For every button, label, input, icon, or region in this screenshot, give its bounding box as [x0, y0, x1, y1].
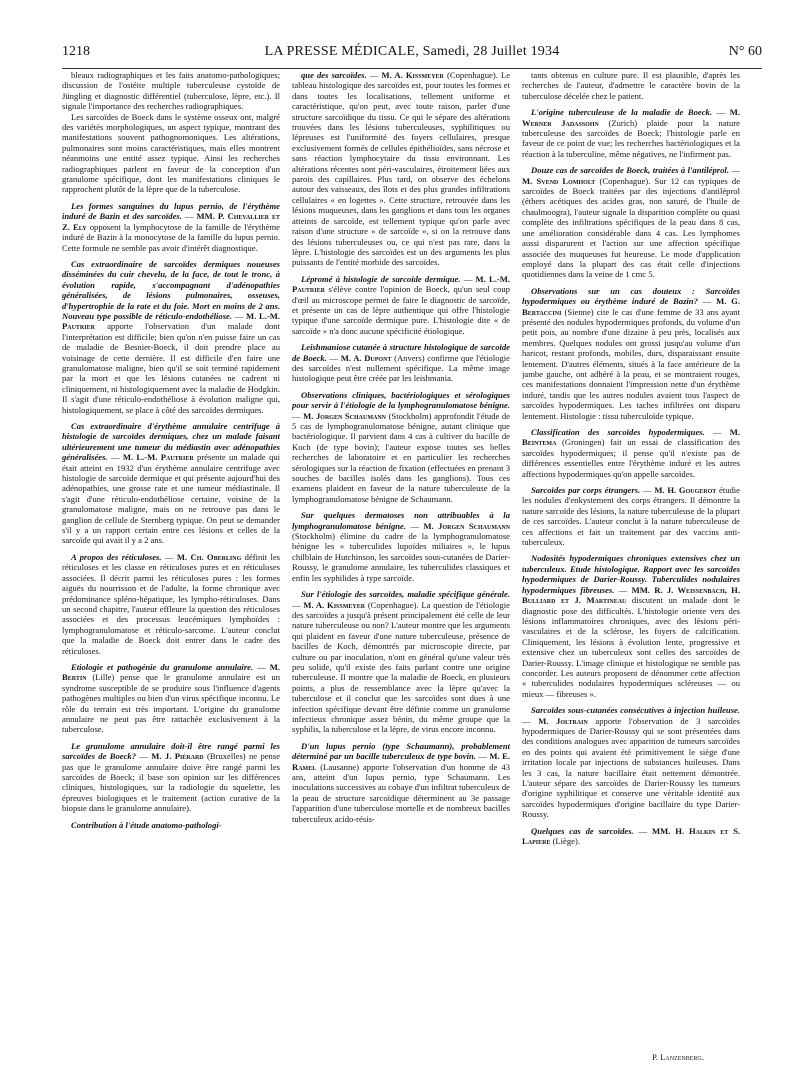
page-number: 1218 [62, 44, 90, 59]
abstract-title: Leishmaniose cutanée à structure histologique de sarcoïde de Boeck. [292, 342, 510, 363]
abstract-title: Observations sur un cas douteux : Sarcoïdes hypodermiques ou érythème induré de Bazin? [522, 285, 740, 307]
abstract-authors: M. E. Ramel [292, 751, 510, 772]
abstract-authors: MM. P. Chevallier et Z. Ely [62, 211, 280, 232]
abstract-title: Le granulome annulaire doit-il être rangé parmi les sarcoïdes de Boeck? [62, 740, 280, 762]
abstract-authors: M. A. Kissmeyer [303, 599, 366, 610]
abstract-text: étudie les nodules d'enkystement des corps étrangers. Il démontre la nature sarcoïde des lésions, la nature tuberculeuse de la plupart de ces sarcoïdes. L'auteur conclut à la nature tuberculeuse de ces affections et fait un traitement par des vaccins anti-tuberculeux. [522, 485, 740, 548]
abstract-text: (Lille) pense que le granulome annulaire est un syndrome susceptible de se produire sous l'influence d'agents pathogènes multiples ou bien d'un virus spécifique inconnu. Le rôle du terrain est très important. L'origine du granulome annulaire ne peut pas être rattachée exclusivement à la tuberculose. [62, 672, 280, 735]
page-header [62, 44, 762, 64]
abstract-authors: M. Ch. Oberling [176, 551, 242, 562]
abstract-10: Observations cliniques, bactériologiques et sérologiques pour servir à l'étiologie de la lymphogranulomatose bénigne. — M. Jorgen Schaumann (Stockholm) approfondit l'étude de 5 cas de lymphogranulomatose bénigne, autant clinique que bactériologique. Il parvient dans 4 cas à cultiver du bacille de Koch (de type bovin); l'auteur expose toutes ses belles recherches de laboratoire et en particulier les recherches sérologiques sur la réaction de fixation (effectuées en prenant 3 souches de bacilles isolés dans les ganglions). Tous ces examens plaident en faveur de la nature tuberculeuse de la lymphogranulomatose bénigne de Schaumann. [292, 389, 510, 504]
abstract-title: Douze cas de sarcoïdes de Boeck, traitées à l'antiléprol. [531, 165, 729, 176]
abstract-title: L'origine tuberculeuse de la maladie de Boeck. [531, 107, 712, 118]
abstract-text: (Bruxelles) ne pense pas que le granulome annulaire doive être rangé parmi les sarcoïdes de Boeck; il base son opinion sur les différences cliniques, histologiques, sur la radiologie du squelette, les épreuves biologiques et le traitement (action curative de la biopsie dans le granulome annulaire). [62, 751, 280, 814]
abstract-title: Lépromé à histologie de sarcoïde dermique. [301, 273, 461, 284]
abstract-text: présente un malade qui était atteint en 1932 d'un érythème annulaire centrifuge avec histologie de sarcoïde dermique et qui présente aujourd'hui des adénopathies, une grosse rate et une tumeur médiastinale. Il s'agit d'une réticulo-endothéliose certaine, voisine de la granulomatose maligne, mais on ne retrouve pas dans le ganglion de cellule de Sternberg typique. On peut se demander s'il y a un rapport certain entre ces lésions et celles de la sarcoïde qui avait il y a 2 ans. [62, 452, 280, 546]
abstract-7 [62, 820, 280, 830]
abstract-text: opposent la lymphocytose de la famille de l'érythème induré de Bazin à la monocytose de la famille du lupus pernio. Cette formule ne semble pas avoir d'intérêt diagnostique. [62, 221, 280, 253]
abstract-title: Sur l'étiologie des sarcoïdes, maladie spécifique générale. [301, 589, 510, 600]
abstract-authors: MM. H. Halkin et S. Lapiere [522, 825, 740, 847]
header-rule [62, 68, 762, 69]
abstract-12: Sur l'étiologie des sarcoïdes, maladie spécifique générale. — M. A. Kissmeyer (Copenhague). La question de l'étiologie des sarcoïdes a jusqu'à présent principalement été celle de leur nature tuberculeuse ou non? L'auteur montre que les arguments qui plaident en faveur d'une nature tuberculeuse, présence de bacilles de Koch, démontrés par microscopie directe, par culture ou par inoculation, n'ont en général qu'une valeur très peu solide, qu'il existe des faits parlant contre une origine tuberculeuse. Il montre que la maladie de Boeck, en plusieurs points, a plus de ressemblance avec la lèpre qu'avec la tuberculose et il conclut que les sarcoïdes sont dues à une infection spécifique devant être définie comme un granulome infectieux chronique assez bénin, du même groupe que la syphilis, la tuberculose et la lèpre, de virus encore inconnu. [292, 589, 510, 735]
abstract-title: Classification des sarcoïdes hypodermiques. [531, 427, 705, 437]
abstract-authors: M. G. Bertaccini [522, 296, 740, 317]
abstract-text: (Anvers) confirme que l'étiologie des sarcoïdes n'est nullement spécifique. La même image histologique peut être créée par les leishmania. [292, 352, 510, 384]
abstract-authors: M. L.-M. Pautrier [292, 273, 510, 295]
abstract-14: L'origine tuberculeuse de la maladie de Boeck. — M. Werner Jadassohn (Zurich) plaide pour la nature tuberculeuse des sarcoïdes de Boeck; l'histologie parle en faveur de ce point de vue; les recherches bactériologiques et la réaction à la tuberculine, même négatives, ne l'infirment pas. [522, 107, 740, 159]
abstract-title: Quelques cas de sarcoïdes. [531, 825, 634, 836]
abstract-text: (Liège). [552, 836, 580, 847]
abstract-text: apporte l'observation d'un malade dont l'interprétation est difficile; bien qu'on n'en puisse faire un cas de maladie de Besnier-Boeck, il doit prendre place au voisinage de cette dernière. Il est difficile d'en faire une granulomatose maligne, bien qu'il se soit terminé rapidement par la mort et que les lésions cutanées ne cadrent ni cliniquement, ni histologiquement avec la maladie de Hodgkin. Il s'agit d'une réticulo-endothéliose à évolution maligne qui, histologiquement, se place à côté des sarcoïdes dermiques. [62, 321, 280, 415]
abstract-authors: M. L.-M. Pautrier [122, 452, 194, 463]
abstract-text: (Groningen) fait un essai de classification des sarcoïdes hypodermiques; il pense qu'il n'existe pas de différences essentielles entre l'érythème induré et les autres affections hypodermiques qu'on appelle sarcoïdes. [522, 437, 740, 479]
paragraph: Les sarcoïdes de Boeck dans le système osseux ont, malgré des variétés morphologiques, un aspect typique, montrant des manifestations souvent pathognomoniques. Les altérations, pulmonaires sont moins caractéristiques, mais elles montrent néanmoins une entité assez typique. Ainsi les recherches radiographiques parlent en faveur de la conception d'un granulome spécifique, dont les manifestations cliniques le rapprochent plutôt de la lèpre que de la tuberculose. [62, 111, 280, 195]
abstract-title: Sarcoïdes sous-cutanées consécutives à injection huileuse. [531, 705, 740, 716]
abstract-text: apporte l'observation de 3 sarcoïdes hypodermiques de Darier-Roussy qui se sont présentées dans des conditions analogues avec apparition de tumeurs sarcoïdes en des points qui avaient été primitivement le siège d'une irritation locale par injections de substances huileuses. Dans les 3 cas, la nature bacillaire était nettement démontrée. L'auteur sépare des sarcoïdes de Darier-Roussy les tumeurs d'origine syphilitique et conserve une véritable identité aux sarcoïdes hypodermiques d'origine bacillaire du type Darier-Roussy. [522, 715, 740, 820]
abstract-authors: MM. R. J. Weissenbach, H. Bulliard et J. Martineau [522, 584, 740, 606]
abstract-8: Lépromé à histologie de sarcoïde dermique. — M. L.-M. Pautrier s'élève contre l'opinion de Boeck, qu'un seul coup d'œil au microscope permet de faire le diagnostic de sarcoïde, et présente un cas de lèpre authentique qui offre l'histologie typique d'une sarcoïde dermique pure. L'histologie dite « de sarcoïde » n'a donc aucune spécificité étiologique. [292, 273, 510, 336]
abstract-6: Le granulome annulaire doit-il être rangé parmi les sarcoïdes de Boeck? — M. J. Piérard (Bruxelles) ne pense pas que le granulome annulaire doive être rangé parmi les sarcoïdes de Boeck; il base son opinion sur les différences cliniques, histologiques, sur la radiologie du squelette, les épreuves biologiques et le traitement (action curative de la biopsie dans le granulome annulaire). [62, 740, 280, 814]
abstract-text: (Lausanne) apporte l'observation d'un homme de 43 ans, atteint d'un lupus pernio, type Schaumann. Les inoculations successives au cobaye d'un infiltrat tuberculeux de la peau de structure sarcoïdique déterminent au 3e passage l'apparition d'une tuberculose mortelle et de nombreux bacilles tuberculeux acido-résis- [292, 761, 510, 824]
abstract-title: Observations cliniques, bactériologiques et sérologiques pour servir à l'étiologie de la lymphogranulomatose bénigne. [292, 389, 510, 411]
abstract-continued: que des sarcoïdes. — M. A. Kissmeyer (Copenhague). Le tableau histologique des sarcoïdes est, pour toutes les formes et dans toutes les localisations, tellement uniforme et caractéristique, qu'on peut, avec toute raison, parler d'une structure sarcoïdique du tissu. Ce qui le sépare des altérations trouvées dans les lésions tuberculeuses, syphilitiques ou lépreuses est l'uniformité des foyers cellulaires, presque exclusivement formés de cellules épithélioïdes, sans nécrose et sans réaction lymphocytaire du tissu environnant. Les altérations récentes sont péri-vasculaires, étroitement liées aux parois des capillaires. Plus tard, on observe des échelons autour des vaisseaux, des îlots et des plus grandes infiltrations cellulaires « en logettes ». Cette structure, retrouvée dans les lésions muqueuses, dans les ganglions et dans tous les organes atteints de sarcoïde, est tellement typique qu'on parle avec raison d'une structure « de sarcoïde », si on la retrouve dans des lésions tuberculeuses ou, ce qui n'est pas rare, dans la lèpre. L'histologie des sarcoïdes est un des arguments les plus puissants de l'entité morbide des sarcoïdes. [292, 70, 510, 268]
abstract-17: Classification des sarcoïdes hypodermiques. — M. Beintema (Groningen) fait un essai de classification des sarcoïdes hypodermiques; il pense qu'il n'existe pas de différences essentielles entre l'érythème induré et les autres affections hypodermiques qu'on appelle sarcoïdes. [522, 427, 740, 479]
abstract-20: Sarcoïdes sous-cutanées consécutives à injection huileuse. — M. Joltrain apporte l'observation de 3 sarcoïdes hypodermiques de Darier-Roussy qui se sont présentées dans des conditions analogues avec apparition de tumeurs sarcoïdes en des points qui avaient été primitivement le siège d'une irritation locale par injections de substances huileuses. Dans les 3 cas, la nature bacillaire était nettement démontrée. L'auteur sépare des sarcoïdes de Darier-Roussy les tumeurs d'origine syphilitique et conserve une véritable identité aux sarcoïdes hypodermiques d'origine bacillaire du type Darier-Roussy. [522, 705, 740, 820]
abstract-authors: M. A. Kissmeyer [381, 70, 444, 80]
column-2 [292, 70, 510, 1065]
abstract-title: Cas extraordinaire d'érythème annulaire centrifuge à histologie de sarcoïdes dermiques, chez un malade faisant ultérieurement une tumeur du médiastin avec adénopathies généralisées. [62, 421, 280, 463]
abstract-text: discutent un malade dont le diagnostic pose des difficultés. L'histologie oriente vers des lésions inflammatoires chroniques, avec des lésions péri-vasculaires et de la sclérose, les foyers de calcification. Cliniquement, les lésions à évolution lente, progressive et extensive chez un tuberculeux sont celles des sarcoïdes de Darier-Roussy. L'image clinique et histologique ne semble pas concorder. Les auteurs proposent de dénommer cette affection « tuberculides nodulaires hypodermiques scléreuses — ou mieux — fibreuses ». [522, 595, 740, 699]
abstract-text: (Sienne) cite le cas d'une femme de 33 ans ayant présenté des nodules hypodermiques profonds, du volume d'un petit pois, au nombre d'une dizaine à peu près, localisés aux membres. Quelques nodules ont grossi jusqu'au volume d'un haricot, restant profonds, mobiles, durs, disparaissant ensuite lentement. D'autres éléments, situés à la face antérieure de la jambe gauche, ont adhéré à la peau, et se montraient rouges, ces manifestations donnaient l'impression nette d'un érythème induré, tandis que les autres nodules avaient tous l'aspect de sarcoïdes hypodermiques. Les taches infiltrées ont disparu lentement. Histologie : tissu tuberculoïde typique. [522, 306, 740, 421]
abstract-authors: M. Svend Lomholt [522, 175, 596, 186]
abstract-text: s'élève contre l'opinion de Boeck, qu'un seul coup d'œil au microscope permet de faire le diagnostic de sarcoïde, et présente un cas de lèpre authentique qui offre l'histologie typique d'une sarcoïde dermique pure. L'histologie dite « de sarcoïde » n'a donc aucune spécificité étiologique. [292, 284, 510, 336]
abstract-19: Nodosités hypodermiques chroniques extensives chez un tuberculeux. Etude histologique. Rapport avec les sarcoïdes hypodermiques de Darier-Roussy. Tuberculides nodulaires hypodermiques fibreuses. — MM. R. J. Weissenbach, H. Bulliard et J. Martineau discutent un malade dont le diagnostic pose des difficultés. L'histologie oriente vers des lésions inflammatoires chroniques, avec des lésions péri-vasculaires et de la sclérose, les foyers de calcification. Cliniquement, les lésions à évolution lente, progressive et extensive chez un tuberculeux sont celles des sarcoïdes de Darier-Roussy. L'image clinique et histologique ne semble pas concorder. Les auteurs proposent de dénommer cette affection « tuberculides nodulaires hypodermiques scléreuses — ou mieux — fibreuses ». [522, 553, 740, 699]
abstract-authors: M. H. Gougerot [654, 485, 717, 496]
abstract-5: Etiologie et pathogénie du granulome annulaire. — M. Bertin (Lille) pense que le granulome annulaire est un syndrome susceptible de se produire sous l'influence d'agents pathogènes multiples ou bien d'un virus spécifique inconnu. Le rôle du terrain est très important. L'origine du granulome annulaire ne peut pas être rattachée exclusivement à la tuberculose. [62, 661, 280, 735]
abstract-21: Quelques cas de sarcoïdes. — MM. H. Halkin et S. Lapiere (Liège). [522, 825, 740, 847]
abstract-title: Cas extraordinaire de sarcoïdes dermiques noueuses disséminées du cuir chevelu, de la face, de tout le tronc, à évolution rapide, s'accompagnant d'adénopathies généralisées, de lésions pulmonaires, osseuses, d'hypertrophie de la rate et du foie. Mort en moins de 2 ans. Nouveau type possible de réticulo-endothéliose. [62, 258, 280, 321]
abstract-text: (Copenhague). Le tableau histologique des sarcoïdes est, pour toutes les formes et dans toutes les localisations, tellement uniforme et caractéristique, qu'on peut, avec toute raison, parler d'une structure sarcoïdique du tissu. Ce qui le sépare des altérations trouvées dans les lésions tuberculeuses, syphilitiques ou lépreuses est l'uniformité des foyers cellulaires, presque exclusivement formés de cellules épithélioïdes, sans nécrose et sans réaction lymphocytaire du tissu environnant. Les altérations récentes sont péri-vasculaires, étroitement liées aux parois des capillaires. Plus tard, on observe des échelons autour des vaisseaux, des îlots et des plus grandes infiltrations cellulaires « en logettes ». Cette structure, retrouvée dans les lésions muqueuses, dans les ganglions et dans tous les organes atteints de sarcoïde, est tellement typique qu'on parle avec raison d'une structure « de sarcoïde », si on la retrouve dans des lésions tuberculeuses ou, ce qui n'est pas rare, dans la lèpre. L'histologie des sarcoïdes est un des arguments les plus puissants de l'entité morbide des sarcoïdes. [292, 70, 510, 268]
column-1 [62, 70, 280, 1065]
abstract-authors: M. Bertin [62, 661, 280, 683]
abstract-authors: M. L.-M. Pautrier [62, 310, 280, 332]
abstract-title: que des sarcoïdes. [301, 70, 367, 80]
abstract-3: Cas extraordinaire d'érythème annulaire centrifuge à histologie de sarcoïdes dermiques, chez un malade faisant ultérieurement une tumeur du médiastin avec adénopathies généralisées. — M. L.-M. Pautrier présente un malade qui était atteint en 1932 d'un érythème annulaire centrifuge avec histologie de sarcoïde dermique et qui présente aujourd'hui des adénopathies, une grosse rate et une tumeur médiastinale. Il s'agit d'une réticulo-endothéliose certaine, voisine de la granulomatose maligne, mais on ne retrouve pas dans le ganglion de cellule de Sternberg typique. On peut se demander s'il y a un rapport certain entre ces lésions et celles de la sarcoïde qui avait il y a 2 ans. [62, 421, 280, 546]
abstract-title: Etiologie et pathogénie du granulome annulaire. [71, 661, 254, 672]
abstract-title: Sur quelques dermatoses non attribuables à la lymphogranulomatose bénigne. [292, 510, 510, 531]
abstract-title: Les formes sanguines du lupus pernio, de l'érythème induré de Bazin et des sarcoïdes. [62, 200, 280, 222]
abstract-title: Nodosités hypodermiques chroniques extensives chez un tuberculeux. Etude histologique. Rapport avec les sarcoïdes hypodermiques de Darier-Roussy. Tuberculides nodulaires hypodermiques fibreuses. [522, 553, 740, 595]
abstract-authors: M. Beintema [522, 427, 740, 448]
abstract-text: (Stockholm) approfondit l'étude de 5 cas de lymphogranulomatose bénigne, autant clinique que bactériologique. Il parvient dans 4 cas à cultiver du bacille de Koch (de type bovin); l'auteur expose toutes ses belles recherches de laboratoire et en particulier les recherches sérologiques sur la réaction de fixation (effectuées en prenant 3 souches de bacilles isolés dans les ganglions). Tous ces examens plaident en faveur de la nature tuberculeuse de la lymphogranulomatose bénigne de Schaumann. [292, 410, 510, 504]
column-3 [522, 70, 740, 1065]
abstract-title: Sarcoïdes par corps étrangers. [531, 485, 641, 496]
issue-number: N° 60 [728, 44, 762, 59]
abstract-15: Douze cas de sarcoïdes de Boeck, traitées à l'antiléprol. — M. Svend Lomholt (Copenhague). Sur 12 cas typiques de sarcoïdes de Boeck traitées par des injections d'antiléprol (éthers acétiques des acides gras, non saturé, de l'huile de chaulmoogra), l'auteur signale la disparition complète ou quasi complète des infiltrations spécifiques de la peau dans 8 cas, une amélioration considérable dans 4 cas. Les lymphomes aussi disparurent et l'action sur une affection spécifique associée des muqueuses fut heureuse. Le mode d'application employé dans la plupart des cas était celle d'injections quotidiennes dans la veine de 1 cmc 5. [522, 165, 740, 280]
abstract-1: Les formes sanguines du lupus pernio, de l'érythème induré de Bazin et des sarcoïdes. — MM. P. Chevallier et Z. Ely opposent la lymphocytose de la famille de l'érythème induré de Bazin à la monocytose de la famille du lupus pernio. Cette formule ne semble pas avoir d'intérêt diagnostique. [62, 200, 280, 253]
abstract-2: Cas extraordinaire de sarcoïdes dermiques noueuses disséminées du cuir chevelu, de la face, de tout le tronc, à évolution rapide, s'accompagnant d'adénopathies généralisées, de lésions pulmonaires, osseuses, d'hypertrophie de la rate et du foie. Mort en moins de 2 ans. Nouveau type possible de réticulo-endothéliose. — M. L.-M. Pautrier apporte l'observation d'un malade dont l'interprétation est difficile; bien qu'on n'en puisse faire un cas de maladie de Besnier-Boeck, il doit prendre place au voisinage de cette dernière. Il est difficile d'en faire une granulomatose maligne, bien qu'il se soit terminé rapidement par la mort et que les lésions cutanées ne cadrent ni cliniquement, ni histologiquement avec la maladie de Hodgkin. Il s'agit d'une réticulo-endothéliose à évolution maligne qui, histologiquement, se place à côté des sarcoïdes dermiques. [62, 258, 280, 415]
abstract-13: D'un lupus pernio (type Schaumann), probablement déterminé par un bacille tuberculeux de type bovin. — M. E. Ramel (Lausanne) apporte l'observation d'un homme de 43 ans, atteint d'un lupus pernio, type Schaumann. Les inoculations successives au cobaye d'un infiltrat tuberculeux de la peau de structure sarcoïdique déterminent au 3e passage l'apparition d'une tuberculose mortelle et de nombreux bacilles tuberculeux acido-résis- [292, 740, 510, 824]
signature: P. Lanzenberg. [652, 1052, 704, 1062]
abstract-authors: M. Werner Jadassohn [522, 107, 740, 128]
paragraph: tants obtenus en culture pure. Il est plausible, d'après les recherches de l'auteur, d'admettre le caractère bovin de la tuberculose décelée chez le patient. [522, 70, 740, 101]
abstract-text: (Copenhague). Sur 12 cas typiques de sarcoïdes de Boeck traitées par des injections d'antiléprol (éthers acétiques des acides gras, non saturé, de l'huile de chaulmoogra), l'auteur signale la disparition complète ou quasi complète des infiltrations spécifiques de la peau dans 8 cas, une amélioration considérable dans 4 cas. Les lymphomes aussi disparurent et l'action sur une affection spécifique associée des muqueuses fut heureuse. Le mode d'application employé dans la plupart des cas était celle d'injections quotidiennes dans la veine de 1 cmc 5. [522, 175, 740, 280]
abstract-16: Observations sur un cas douteux : Sarcoïdes hypodermiques ou érythème induré de Bazin? — M. G. Bertaccini (Sienne) cite le cas d'une femme de 33 ans ayant présenté des nodules hypodermiques profonds, du volume d'un petit pois, au nombre d'une dizaine à peu près, localisés aux membres. Quelques nodules ont grossi jusqu'au volume d'un haricot, restant profonds, mobiles, durs, disparaissant ensuite lentement. D'autres éléments, situés à la face antérieure de la jambe gauche, ont adhéré à la peau, et se montraient rouges, ces manifestations donnaient l'impression nette d'un érythème induré, tandis que les autres nodules avaient tous l'aspect de sarcoïdes hypodermiques. Les taches infiltrées ont disparu lentement. Histologie : tissu tuberculoïde typique. [522, 285, 740, 421]
abstract-text: (Zurich) plaide pour la nature tuberculeuse des sarcoïdes de Boeck; l'histologie parle en faveur de ce point de vue; les recherches bactériologiques et la réaction à la tuberculine, même négatives, ne l'infirment pas. [522, 117, 740, 159]
abstract-11: Sur quelques dermatoses non attribuables à la lymphogranulomatose bénigne. — M. Jorgen Schaumann (Stockholm) élimine du cadre de la lymphogranulomatose bénigne les « tuberculides lupoïdes miliaires », le lupus chilblain de Hutchinson, les sarcoïdes sous-cutanées de Darier-Roussy, le granulome annulaire, les tuberculides classiques et enfin les syphilides à type sarcoïde. [292, 510, 510, 583]
paragraph: bleaux radiographiques et les faits anatomo-pathologiques; discussion de l'ostéite multiple tuberculeuse cystoïde de Jüngling et diagnostic différentiel (tuberculose, lèpre, etc.). Il signale l'importance des recherches radiographiques. [62, 70, 280, 112]
abstract-authors: M. A. Dupont [340, 352, 392, 363]
journal-title: LA PRESSE MÉDICALE, Samedi, 28 Juillet 1934 [264, 44, 560, 59]
abstract-4: A propos des réticuloses. — M. Ch. Oberling définit les réticuloses et les classe en réticuloses pures et en réticuloses associées. Il décrit parmi les réticuloses pures : les formes aiguës du nourrisson et de l'adulte, la forme chronique avec prédominance spléno-hépatique, les lympho-réticuloses. Dans un second chapitre, l'auteur effleure la question des réticuloses associées et des processus leucémiques lymphoïdes : lymphogranulomatose et réticulo-sarcome. L'auteur conclut que la maladie de Boeck doit entrer dans le cadre des réticuloses. [62, 551, 280, 656]
abstract-title: A propos des réticuloses. [71, 551, 162, 562]
abstract-text: (Copenhague). La question de l'étiologie des sarcoïdes a jusqu'à présent principalement été celle de leur nature tuberculeuse ou non? L'auteur montre que les arguments qui plaident en faveur d'une nature tuberculeuse, présence de bacilles de Koch, démontrés par microscopie directe, par culture ou par inoculation, n'ont en général qu'une valeur très peu solide, qu'il existe des faits parlant contre une origine tuberculeuse. Il montre que la maladie de Boeck, en plusieurs points, a plus de ressemblance avec la lèpre qu'avec la tuberculose et il conclut que les sarcoïdes sont dues à une infection spécifique devant être définie comme un granulome infectieux chronique assez bénin, du même groupe que la syphilis, la tuberculose et la lèpre, de virus encore inconnu. [292, 599, 510, 735]
abstract-title: Contribution à l'étude anatomo-pathologi- [71, 819, 222, 830]
abstract-authors: M. Jorgen Schaumann [303, 410, 386, 421]
abstract-authors: M. J. Piérard [151, 751, 204, 762]
abstract-text: définit les réticuloses et les classe en réticuloses pures et en réticuloses associées. Il décrit parmi les réticuloses pures : les formes aiguës du nourrisson et de l'adulte, la forme chronique avec prédominance spléno-hépatique, les lympho-réticuloses. Dans un second chapitre, l'auteur effleure la question des réticuloses associées et des processus leucémiques lymphoïdes : lymphogranulomatose et réticulo-sarcome. L'auteur conclut que la maladie de Boeck doit entrer dans le cadre des réticuloses. [62, 551, 280, 656]
abstract-18: Sarcoïdes par corps étrangers. — M. H. Gougerot étudie les nodules d'enkystement des corps étrangers. Il démontre la nature sarcoïde des lésions, la nature tuberculeuse de la plupart de ces sarcoïdes. L'auteur conclut à la nature tuberculeuse de ces affections et fait un traitement par des vaccins anti-tuberculeux. [522, 485, 740, 548]
abstract-text: (Stockholm) élimine du cadre de la lymphogranulomatose bénigne les « tuberculides lupoïdes miliaires », le lupus chilblain de Hutchinson, les sarcoïdes sous-cutanées de Darier-Roussy, le granulome annulaire, les tuberculides classiques et enfin les syphilides à type sarcoïde. [292, 531, 510, 583]
abstract-authors: M. Joltrain [538, 715, 588, 726]
abstract-title: D'un lupus pernio (type Schaumann), probablement déterminé par un bacille tuberculeux de type bovin. [292, 740, 510, 762]
abstract-authors: M. Jorgen Schaumann [423, 520, 510, 531]
abstract-9: Leishmaniose cutanée à structure histologique de sarcoïde de Boeck. — M. A. Dupont (Anvers) confirme que l'étiologie des sarcoïdes n'est nullement spécifique. La même image histologique peut être créée par les leishmania. [292, 342, 510, 384]
